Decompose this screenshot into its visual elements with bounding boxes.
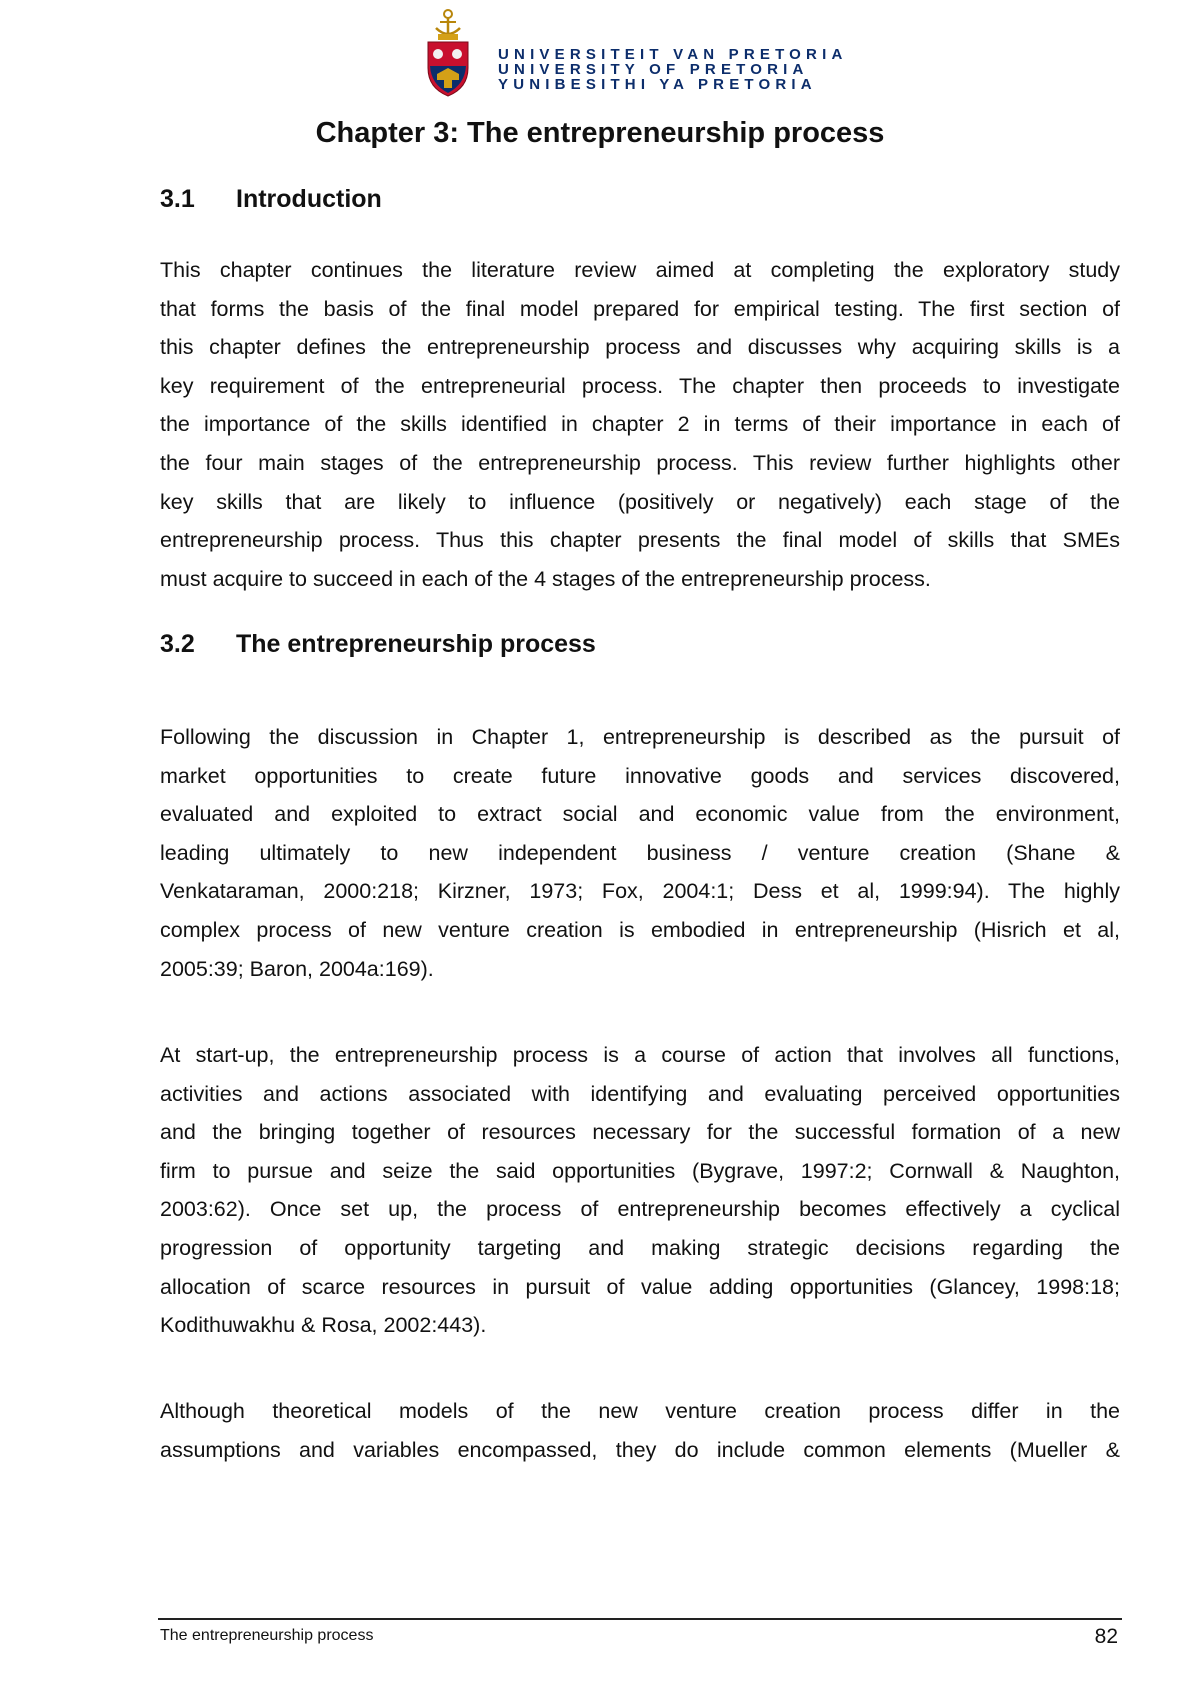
university-name-block — [498, 46, 848, 93]
paragraph-theoretical-models — [160, 1392, 1120, 1469]
text-line: 2005:39; Baron, 2004a:169). — [160, 956, 434, 981]
text-line: and the bringing together of resources necessary for the successful formation of a new — [160, 1120, 1120, 1145]
text-line: the four main stages of the entrepreneurship process. This review further highlights other — [160, 450, 1120, 475]
text-line: entrepreneurship process. Thus this chapter presents the final model of skills that SMEs — [160, 528, 1120, 553]
text-line: key skills that are likely to influence (positively or negatively) each stage of the — [160, 489, 1120, 514]
text-line: key requirement of the entrepreneurial process. The chapter then proceeds to investigate — [160, 373, 1120, 398]
paragraph-definition — [160, 718, 1120, 988]
section-title: Introduction — [236, 185, 382, 213]
text-line: Following the discussion in Chapter 1, entrepreneurship is described as the pursuit of — [160, 725, 1120, 749]
section-title: The entrepreneurship process — [236, 630, 596, 658]
text-line: that forms the basis of the final model prepared for empirical testing. The first section of — [160, 296, 1120, 321]
text-line: complex process of new venture creation is embodied in entrepreneurship (Hisrich et al, — [160, 917, 1120, 942]
text-line: Venkataraman, 2000:218; Kirzner, 1973; Fox, 2004:1; Dess et al, 1999:94). The highly — [160, 879, 1120, 904]
text-line: must acquire to succeed in each of the 4 stages of the entrepreneurship process. — [160, 566, 931, 591]
text-line: 2003:62). Once set up, the process of entrepreneurship becomes effectively a cyclical — [160, 1197, 1120, 1222]
paragraph-introduction — [160, 251, 1120, 598]
text-line: activities and actions associated with identifying and evaluating perceived opportunities — [160, 1081, 1120, 1106]
text-line: leading ultimately to new independent business / venture creation (Shane & — [160, 840, 1120, 865]
text-line: Kodithuwakhu & Rosa, 2002:443). — [160, 1313, 487, 1338]
university-name-sepedi: YUNIBESITHI YA PRETORIA — [498, 76, 817, 93]
text-line: This chapter continues the literature review aimed at completing the exploratory study — [160, 258, 1120, 282]
section-number: 3.1 — [160, 185, 195, 213]
text-line: this chapter defines the entrepreneurship process and discusses why acquiring skills is a — [160, 335, 1120, 360]
university-crest-icon — [425, 6, 471, 98]
text-line: the importance of the skills identified in chapter 2 in terms of their importance in each of — [160, 412, 1120, 437]
paragraph-startup — [160, 1036, 1120, 1345]
text-line: progression of opportunity targeting and making strategic decisions regarding the — [160, 1235, 1120, 1260]
section-heading-introduction — [160, 185, 382, 214]
section-number: 3.2 — [160, 630, 195, 658]
text-line: At start-up, the entrepreneurship process is a course of action that involves all functions, — [160, 1043, 1120, 1067]
footer-running-title: The entrepreneurship process — [160, 1627, 374, 1644]
chapter-title: Chapter 3: The entrepreneurship process — [315, 117, 885, 149]
text-line: allocation of scarce resources in pursuit of value adding opportunities (Glancey, 1998:18; — [160, 1274, 1120, 1299]
page-number: 82 — [1094, 1625, 1118, 1648]
text-line: market opportunities to create future innovative goods and services discovered, — [160, 763, 1120, 788]
crest-shield — [428, 42, 468, 96]
footer-divider — [158, 1618, 1122, 1620]
university-name-english: UNIVERSITY OF PRETORIA — [498, 61, 809, 78]
section-heading-entrepreneurship-process — [160, 630, 596, 659]
text-line: assumptions and variables encompassed, they do include common elements (Mueller & — [160, 1437, 1120, 1462]
text-line: evaluated and exploited to extract social and economic value from the environment, — [160, 802, 1120, 827]
text-line: firm to pursue and seize the said opportunities (Bygrave, 1997:2; Cornwall & Naughton, — [160, 1158, 1120, 1183]
text-line: Although theoretical models of the new venture creation process differ in the — [160, 1399, 1120, 1423]
university-name-afrikaans: UNIVERSITEIT VAN PRETORIA — [498, 46, 848, 63]
crest-ornament — [436, 10, 460, 40]
